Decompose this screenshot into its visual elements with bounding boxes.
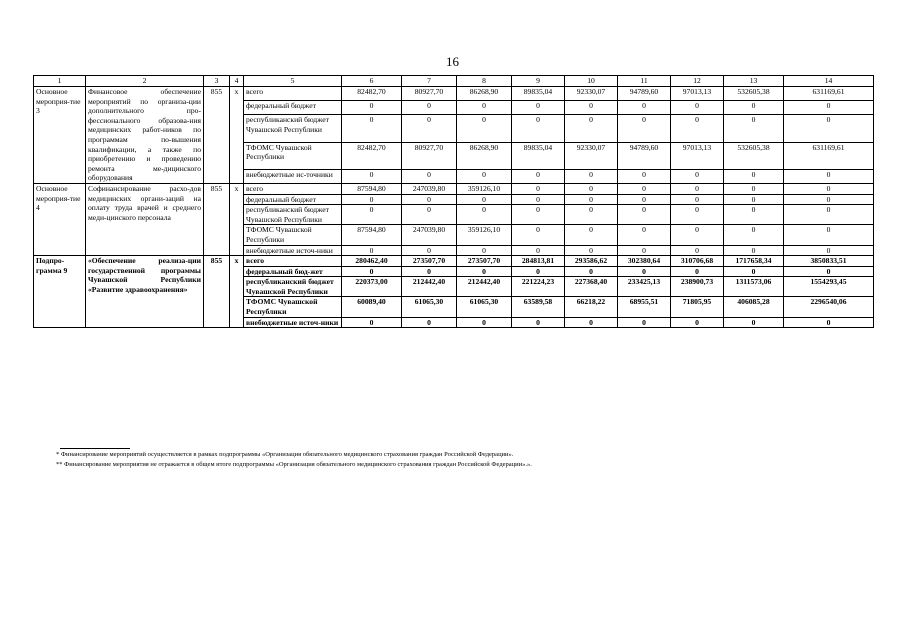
value-cell: 0 <box>724 205 784 225</box>
value-cell: 0 <box>784 205 874 225</box>
value-cell: 0 <box>784 169 874 183</box>
value-cell: 220373,00 <box>342 277 402 297</box>
value-cell: 60089,40 <box>342 297 402 317</box>
value-cell: 0 <box>402 245 457 256</box>
value-cell: 0 <box>784 101 874 115</box>
value-cell: 0 <box>512 205 565 225</box>
value-cell: 1311573,06 <box>724 277 784 297</box>
value-cell: 0 <box>342 115 402 142</box>
column-header: 10 <box>565 76 618 87</box>
funding-source: ТФОМС Чувашской Республики <box>244 225 342 245</box>
value-cell: 631169,61 <box>784 87 874 101</box>
value-cell: 0 <box>724 194 784 205</box>
value-cell: 0 <box>512 245 565 256</box>
program-x-mark: х <box>230 183 244 255</box>
value-cell: 87594,80 <box>342 225 402 245</box>
funding-source: внебюджетные источ-ники <box>244 245 342 256</box>
value-cell: 302380,64 <box>618 256 671 267</box>
value-cell: 0 <box>512 101 565 115</box>
value-cell: 0 <box>784 245 874 256</box>
value-cell: 0 <box>565 205 618 225</box>
funding-source: ТФОМС Чувашской Республики <box>244 297 342 317</box>
value-cell: 0 <box>724 169 784 183</box>
program-code: 855 <box>204 183 230 255</box>
value-cell: 0 <box>457 169 512 183</box>
table-row <box>34 256 874 267</box>
program-title: Основное мероприя-тие 4 <box>34 183 86 255</box>
value-cell: 532605,38 <box>724 142 784 169</box>
value-cell: 89835,04 <box>512 142 565 169</box>
value-cell: 310706,68 <box>671 256 724 267</box>
value-cell: 0 <box>342 101 402 115</box>
value-cell: 0 <box>671 194 724 205</box>
value-cell: 227368,40 <box>565 277 618 297</box>
program-title: Основное мероприя-тие 3 <box>34 87 86 184</box>
value-cell: 80927,70 <box>402 142 457 169</box>
column-header: 14 <box>784 76 874 87</box>
value-cell: 0 <box>565 115 618 142</box>
value-cell: 0 <box>342 205 402 225</box>
value-cell: 94789,60 <box>618 87 671 101</box>
value-cell: 0 <box>724 101 784 115</box>
value-cell: 97013,13 <box>671 87 724 101</box>
value-cell: 1554293,45 <box>784 277 874 297</box>
program-code: 855 <box>204 256 230 328</box>
value-cell: 233425,13 <box>618 277 671 297</box>
value-cell: 0 <box>784 225 874 245</box>
footnote-divider <box>60 448 130 449</box>
funding-source: внебюджетные источ-ники <box>244 317 342 328</box>
program-x-mark: х <box>230 256 244 328</box>
value-cell: 0 <box>565 266 618 277</box>
value-cell: 0 <box>457 115 512 142</box>
value-cell: 0 <box>724 245 784 256</box>
value-cell: 0 <box>671 225 724 245</box>
column-header: 1 <box>34 76 86 87</box>
value-cell: 1717658,34 <box>724 256 784 267</box>
value-cell: 212442,40 <box>457 277 512 297</box>
value-cell: 631169,61 <box>784 142 874 169</box>
value-cell: 2296540,06 <box>784 297 874 317</box>
value-cell: 80927,70 <box>402 87 457 101</box>
column-header: 6 <box>342 76 402 87</box>
value-cell: 0 <box>671 266 724 277</box>
column-header: 4 <box>230 76 244 87</box>
value-cell: 0 <box>565 317 618 328</box>
value-cell: 0 <box>565 183 618 194</box>
value-cell: 406085,28 <box>724 297 784 317</box>
value-cell: 238900,73 <box>671 277 724 297</box>
value-cell: 61065,30 <box>457 297 512 317</box>
value-cell: 97013,13 <box>671 142 724 169</box>
value-cell: 86268,90 <box>457 87 512 101</box>
value-cell: 0 <box>724 183 784 194</box>
value-cell: 0 <box>565 169 618 183</box>
value-cell: 212442,40 <box>402 277 457 297</box>
value-cell: 359126,10 <box>457 225 512 245</box>
value-cell: 0 <box>671 245 724 256</box>
value-cell: 0 <box>402 266 457 277</box>
value-cell: 0 <box>512 183 565 194</box>
value-cell: 0 <box>784 266 874 277</box>
page-number: 16 <box>446 54 459 69</box>
funding-source: республиканский бюджет Чувашской Республики <box>244 115 342 142</box>
value-cell: 0 <box>671 169 724 183</box>
value-cell: 0 <box>618 245 671 256</box>
value-cell: 0 <box>784 115 874 142</box>
value-cell: 0 <box>565 245 618 256</box>
value-cell: 280462,40 <box>342 256 402 267</box>
value-cell: 359126,10 <box>457 183 512 194</box>
value-cell: 0 <box>724 317 784 328</box>
value-cell: 0 <box>512 317 565 328</box>
column-header: 5 <box>244 76 342 87</box>
value-cell: 0 <box>618 101 671 115</box>
value-cell: 0 <box>402 169 457 183</box>
table-row <box>34 183 874 194</box>
column-header: 11 <box>618 76 671 87</box>
program-description: «Обеспечение реализа-ции государственной программы Чувашской Республики «Развитие здравоохранения» <box>86 256 204 328</box>
value-cell: 0 <box>512 225 565 245</box>
funding-source: ТФОМС Чувашской Республики <box>244 142 342 169</box>
value-cell: 0 <box>457 205 512 225</box>
funding-source: внебюджетные ис-точники <box>244 169 342 183</box>
value-cell: 0 <box>671 205 724 225</box>
value-cell: 0 <box>457 101 512 115</box>
column-header: 3 <box>204 76 230 87</box>
value-cell: 247039,80 <box>402 225 457 245</box>
value-cell: 0 <box>342 245 402 256</box>
value-cell: 71805,95 <box>671 297 724 317</box>
value-cell: 63589,58 <box>512 297 565 317</box>
value-cell: 0 <box>565 101 618 115</box>
value-cell: 0 <box>618 169 671 183</box>
funding-source: республиканский бюджет Чувашской Республики <box>244 205 342 225</box>
value-cell: 0 <box>724 115 784 142</box>
funding-source: республиканский бюджет Чувашской Республики <box>244 277 342 297</box>
value-cell: 0 <box>618 205 671 225</box>
footnote-1: * Финансирование мероприятий осуществляется в рамках подпрограммы «Организация обязательного медицинского страхования граждан Российской Федерации». <box>56 451 514 458</box>
value-cell: 0 <box>671 101 724 115</box>
value-cell: 82482,70 <box>342 142 402 169</box>
footnote-2: ** Финансирование мероприятия не отражается в общем итоге подпрограммы «Организация обязательного медицинского страхования граждан Российской Федерации».». <box>56 461 532 468</box>
value-cell: 0 <box>671 317 724 328</box>
value-cell: 0 <box>618 225 671 245</box>
header-row <box>34 76 874 87</box>
value-cell: 0 <box>618 317 671 328</box>
value-cell: 92330,07 <box>565 142 618 169</box>
footnotes <box>56 450 856 470</box>
value-cell: 0 <box>618 266 671 277</box>
program-description: Финансовое обеспечение мероприятий по организа-ции дополнительного про-фессионального образова-ния медицинских работ-ников по программам по-вышения квалификации, а также по приобретению и проведению ремонта ме-дицинского оборудования <box>86 87 204 184</box>
value-cell: 0 <box>512 169 565 183</box>
value-cell: 0 <box>402 101 457 115</box>
value-cell: 0 <box>512 266 565 277</box>
value-cell: 0 <box>724 266 784 277</box>
value-cell: 273507,70 <box>402 256 457 267</box>
value-cell: 273507,70 <box>457 256 512 267</box>
column-header: 12 <box>671 76 724 87</box>
value-cell: 0 <box>342 194 402 205</box>
value-cell: 0 <box>784 317 874 328</box>
value-cell: 0 <box>402 115 457 142</box>
value-cell: 94789,60 <box>618 142 671 169</box>
funding-source: всего <box>244 183 342 194</box>
value-cell: 0 <box>671 115 724 142</box>
value-cell: 66218,22 <box>565 297 618 317</box>
value-cell: 532605,38 <box>724 87 784 101</box>
column-header: 9 <box>512 76 565 87</box>
funding-source: федеральный бюджет <box>244 194 342 205</box>
program-x-mark: х <box>230 87 244 184</box>
budget-table <box>33 75 874 328</box>
value-cell: 61065,30 <box>402 297 457 317</box>
value-cell: 0 <box>618 183 671 194</box>
funding-source: всего <box>244 256 342 267</box>
funding-source: всего <box>244 87 342 101</box>
value-cell: 0 <box>342 317 402 328</box>
value-cell: 0 <box>402 194 457 205</box>
value-cell: 0 <box>402 205 457 225</box>
value-cell: 0 <box>618 194 671 205</box>
value-cell: 0 <box>457 194 512 205</box>
value-cell: 3850833,51 <box>784 256 874 267</box>
value-cell: 0 <box>457 245 512 256</box>
column-header: 13 <box>724 76 784 87</box>
value-cell: 0 <box>457 317 512 328</box>
value-cell: 89835,04 <box>512 87 565 101</box>
value-cell: 0 <box>784 194 874 205</box>
value-cell: 0 <box>457 266 512 277</box>
table-row <box>34 87 874 101</box>
program-title: Подпро-грамма 9 <box>34 256 86 328</box>
value-cell: 0 <box>565 194 618 205</box>
value-cell: 247039,80 <box>402 183 457 194</box>
value-cell: 87594,80 <box>342 183 402 194</box>
column-header: 2 <box>86 76 204 87</box>
program-code: 855 <box>204 87 230 184</box>
funding-source: федеральный бюджет <box>244 101 342 115</box>
value-cell: 0 <box>724 225 784 245</box>
value-cell: 284813,81 <box>512 256 565 267</box>
value-cell: 92330,07 <box>565 87 618 101</box>
value-cell: 0 <box>618 115 671 142</box>
value-cell: 0 <box>565 225 618 245</box>
funding-source: федеральный бюд-жет <box>244 266 342 277</box>
value-cell: 68955,51 <box>618 297 671 317</box>
value-cell: 86268,90 <box>457 142 512 169</box>
value-cell: 221224,23 <box>512 277 565 297</box>
program-description: Софинансирование расхо-дов медицинских органи-заций на оплату труда врачей и среднего меди-цинского персонала <box>86 183 204 255</box>
column-header: 8 <box>457 76 512 87</box>
value-cell: 0 <box>342 169 402 183</box>
value-cell: 82482,70 <box>342 87 402 101</box>
value-cell: 0 <box>512 115 565 142</box>
value-cell: 0 <box>512 194 565 205</box>
column-header: 7 <box>402 76 457 87</box>
value-cell: 0 <box>784 183 874 194</box>
value-cell: 0 <box>402 317 457 328</box>
value-cell: 0 <box>671 183 724 194</box>
value-cell: 293586,62 <box>565 256 618 267</box>
value-cell: 0 <box>342 266 402 277</box>
table-body <box>34 76 874 328</box>
